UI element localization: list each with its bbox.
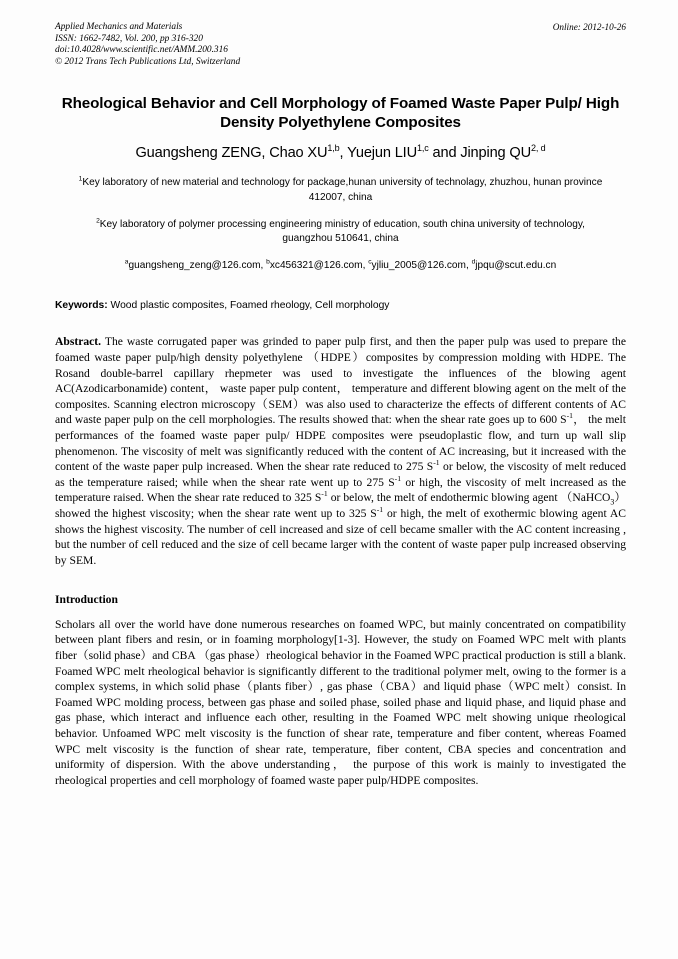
- journal-header: [55, 22, 626, 68]
- abstract-paragraph: [55, 334, 626, 568]
- keywords-label: Keywords:: [55, 300, 108, 312]
- journal-doi: doi:10.4028/www.scientific.net/AMM.200.316: [55, 45, 228, 56]
- abstract-text: The waste corrugated paper was grinded to paper pulp first, and then the paper pulp was used to prepare the foamed waste paper pulp/high density polyethylene （HDPE）composites by compression molding with HDPE. The Rosand double-barrel capillary rhepmeter was used to investigate the influences of the blowing agent AC(Azodicarbonamide) content， waste paper pulp content， temperature and different blowing agent on the melt of the composites. Scanning electron microscopy（SEM）was also used to characterize the effects of different contents of AC and waste paper pulp on the cell morphologies. The results showed that: when the shear rate goes up to 600 $S^{-1}$， the melt performances of the foamed waste paper pulp/ HDPE composites were pseudoplastic flow, and turn up wall slip phenomenon. The viscosity of melt was significantly reduced with the content of AC increasing, but it increased with the content of the waste paper pulp increased. When the shear rate reduced to 275 $S^{-1}$ or below, the viscosity of melt reduced as the temperature raised; while when the shear rate went up to 275 $S^{-1}$ or high, the viscosity of melt increased as the temperature raised. When the shear rate reduced to 325 $S^{-1}$ or below, the melt of endothermic blowing agent （NaHCO$_3$）showed the highest viscosity; when the shear rate went up to 325 $S^{-1}$ or high, the melt of exothermic blowing agent AC shows the highest viscosity. The number of cell increased and size of cell became smaller with the AC content increasing , but the number of cell reduced and the size of cell became larger with the content of waste paper pulp increased observing by SEM.: [55, 335, 627, 567]
- affiliation-1: $^1$Key laboratory of new material and technology for package,hunan university of technolagy, zhuzhou, hunan province 412007, china: [78, 176, 603, 203]
- section-heading-introduction: Introduction: [55, 593, 118, 607]
- journal-name: Applied Mechanics and Materials: [55, 22, 183, 32]
- keywords-value: Wood plastic composites, Foamed rheology, Cell morphology: [110, 300, 390, 312]
- author-list: Guangsheng ZENG, Chao XU$^{1,b}$, Yuejun LIU$^{1,c}$ and Jinping QU$^{2, d}$: [135, 143, 546, 162]
- online-date: Online: 2012-10-26: [552, 22, 626, 32]
- affiliation-2: $^2$Key laboratory of polymer processing engineering ministry of education, south china university of technology, guangzhou 510641, china: [96, 217, 585, 244]
- keywords-line: [55, 299, 626, 313]
- introduction-paragraph: Scholars all over the world have done numerous researches on foamed WPC, but mainly concentrated on compatibility between plant fibers and resin, or in foaming morphology[1-3]. However, the study on Foamed WPC melt with plants fiber（solid phase）and CBA （gas phase）rheological behavior in the Foamed WPC practical production is still a blank. Foamed WPC melt rheological behavior is significantly different to the traditional polymer melt, owing to the former is a complex systems, in which solid phase（plants fiber）, gas phase（CBA）and liquid phase（WPC melt）consist. In Foamed WPC molding process, between gas phase and soiled phase, soiled phase and liquid phase, and liquid phase and gas phase, which interact and influence each other, resulting in the Foamed WPC melt showing unique rheological behavior. Unfoamed WPC melt viscosity is the function of shear rate, temperature and fiber content, whereas Foamed WPC melt viscosity is the function of shear rate, temperature, fiber content, CBA species and concentration and uniformity of dispersion. With the above understanding， the purpose of this work is mainly to investigated the rheological properties and cell morphology of foamed waste paper pulp/HDPE composites.: [55, 617, 626, 787]
- page-title: Rheological Behavior and Cell Morphology of Foamed Waste Paper Pulp/ High Density Polyethylene Composites: [61, 95, 620, 132]
- author-emails: $^a$guangsheng_zeng@126.com, $^b$xc456321@126.com, $^c$yjliu_2005@126.com, $^d$jpqu@scut.edu.cn: [124, 258, 557, 272]
- journal-issn: ISSN: 1662-7482, Vol. 200, pp 316-320: [55, 33, 203, 44]
- journal-copyright: © 2012 Trans Tech Publications Ltd, Switzerland: [55, 56, 241, 67]
- abstract-label: Abstract.: [55, 335, 102, 349]
